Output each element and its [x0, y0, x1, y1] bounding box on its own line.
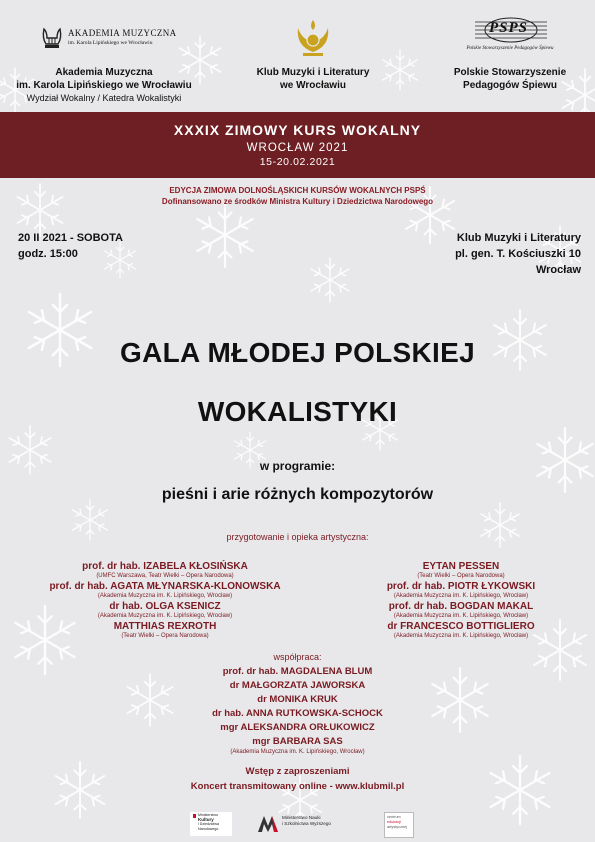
- cooperator-name: dr MAŁGORZATA JAWORSKA: [229, 680, 366, 691]
- cooperation-affiliation: (Akademia Muzyczna im. K. Lipińskiego, Wrocław): [230, 749, 365, 755]
- ministry-culture-logo: [190, 812, 232, 836]
- academy-name-line2: im. Karola Lipińskiego we Wrocławiu: [16, 80, 192, 91]
- cooperator-name: mgr BARBARA SAS: [252, 736, 343, 747]
- program-content: pieśni i arie różnych kompozytorów: [161, 486, 434, 503]
- preparation-right-column: [345, 560, 577, 640]
- teacher-name: dr FRANCESCO BOTTIGLIERO: [387, 621, 535, 632]
- ministry-science-logo: [258, 812, 348, 834]
- event-date: 20 II 2021 - SOBOTA: [18, 232, 123, 244]
- stream-info: Koncert transmitowany online - www.klubmil.pl: [190, 781, 405, 792]
- centrum-logo: [384, 812, 414, 838]
- psps-logo: [455, 16, 565, 61]
- psps-name-line1: Polskie Stowarzyszenie: [453, 67, 567, 78]
- cooperator-name: mgr ALEKSANDRA ORŁUKOWICZ: [220, 722, 375, 733]
- preparation-label: przygotowanie i opieka artystyczna:: [226, 532, 369, 542]
- psps-logo-caption: Polskie Stowarzyszenie Pedagogów Śpiewu: [466, 46, 554, 51]
- teacher-affiliation: (Akademia Muzyczna im. K. Lipińskiego, Wrocław): [393, 593, 529, 599]
- ministry-science-line: i Szkolnictwa Wyższego: [282, 821, 331, 826]
- ministry-culture-line: Kultury: [198, 816, 214, 822]
- academy-logo-text: AKADEMIA MUZYCZNA: [68, 28, 177, 38]
- klub-name-line2: we Wrocławiu: [280, 80, 346, 91]
- cooperator-name: dr hab. ANNA RUTKOWSKA-SCHOCK: [212, 708, 383, 719]
- ministry-culture-line: Narodowego: [198, 826, 219, 831]
- ministry-science-emblem-icon: [258, 814, 278, 832]
- cooperation-list: [0, 665, 595, 756]
- ministry-science-text: [282, 815, 331, 827]
- teacher-affiliation: (Akademia Muzyczna im. K. Lipińskiego, Wrocław): [393, 613, 529, 619]
- preparation-left-column: [10, 560, 320, 640]
- teacher-affiliation: (Teatr Wielki – Opera Narodowa): [121, 633, 209, 639]
- teacher-entry: [345, 580, 577, 600]
- course-banner: [0, 112, 595, 178]
- academy-logo-subtext: im. Karola Lipińskiego we Wrocławiu: [68, 40, 153, 46]
- teacher-entry: [345, 620, 577, 640]
- course-title: XXXIX ZIMOWY KURS WOKALNY: [173, 122, 422, 138]
- edition-line: EDYCJA ZIMOWA DOLNOŚLĄSKICH KURSÓW WOKALNYCH PSPŚ: [169, 186, 426, 195]
- course-city-year: WROCŁAW 2021: [246, 142, 349, 154]
- klub-name-line1: Klub Muzyki i Literatury: [256, 67, 370, 78]
- teacher-entry: [345, 600, 577, 620]
- event-date-time: [18, 230, 123, 262]
- venue-name: Klub Muzyki i Literatury: [456, 232, 581, 244]
- teacher-name: MATTHIAS REXROTH: [113, 621, 217, 632]
- funding-line: Dofinansowano ze środków Ministra Kultury i Dziedzictwa Narodowego: [161, 197, 434, 206]
- teacher-name: prof. dr hab. AGATA MŁYNARSKA-KLONOWSKA: [49, 581, 281, 592]
- cooperation-label: współpraca:: [273, 652, 322, 662]
- program-label: w programie:: [259, 459, 336, 473]
- teacher-affiliation: (Teatr Wielki – Opera Narodowa): [417, 573, 505, 579]
- psps-logo-text: PSPS: [489, 20, 529, 36]
- ministry-culture-line: Ministerstwo: [198, 813, 218, 817]
- academy-department: Wydział Wokalny / Katedra Wokalistyki: [26, 93, 182, 103]
- centrum-line: edukacji: [387, 820, 401, 824]
- teacher-affiliation: (Akademia Muzyczna im. K. Lipińskiego, Wrocław): [97, 593, 233, 599]
- ministry-culture-text: [198, 813, 219, 831]
- venue-address: pl. gen. T. Kościuszki 10: [455, 248, 581, 260]
- flag-icon: [193, 814, 196, 818]
- teacher-name: prof. dr hab. BOGDAN MAKAL: [388, 601, 534, 612]
- teacher-entry: [10, 600, 320, 620]
- teacher-name: dr hab. OLGA KSENICZ: [109, 601, 221, 612]
- teacher-entry: [10, 620, 320, 640]
- ministry-science-line: Ministerstwo Nauki: [282, 815, 321, 820]
- event-time: godz. 15:00: [18, 248, 78, 260]
- centrum-line: centrum: [387, 815, 401, 819]
- centrum-line: artystycznej: [387, 825, 408, 829]
- course-dates: 15-20.02.2021: [259, 156, 336, 168]
- teacher-name: prof. dr hab. PIOTR ŁYKOWSKI: [386, 581, 536, 592]
- cooperator-name: dr MONIKA KRUK: [257, 694, 338, 705]
- klub-logo-icon: [294, 18, 332, 58]
- teacher-entry: [10, 560, 320, 580]
- teacher-name: EYTAN PESSEN: [422, 561, 500, 572]
- teacher-name: prof. dr hab. IZABELA KŁOSIŃSKA: [82, 561, 248, 572]
- teacher-affiliation: (UMFC Warszawa, Teatr Wielki – Opera Narodowa): [96, 573, 234, 579]
- teacher-entry: [345, 560, 577, 580]
- event-venue: [455, 230, 581, 278]
- teacher-entry: [10, 580, 320, 600]
- lyre-icon: [40, 26, 64, 50]
- venue-city: Wrocław: [535, 264, 581, 276]
- klub-name: [232, 66, 394, 92]
- centrum-text: [385, 813, 413, 830]
- psps-name-line2: Pedagogów Śpiewu: [463, 80, 557, 91]
- gala-title-line2: WOKALISTYKI: [197, 396, 398, 427]
- cooperator-name: prof. dr hab. MAGDALENA BLUM: [222, 666, 373, 677]
- academy-name-line1: Akademia Muzyczna: [55, 67, 153, 78]
- academy-name: [14, 66, 194, 105]
- gala-title-line1: GALA MŁODEJ POLSKIEJ: [119, 337, 475, 368]
- ministry-culture-line: i Dziedzictwa: [198, 822, 219, 827]
- teacher-affiliation: (Akademia Muzyczna im. K. Lipińskiego, Wrocław): [97, 613, 233, 619]
- entry-info: Wstęp z zaproszeniami: [245, 766, 350, 777]
- teacher-affiliation: (Akademia Muzyczna im. K. Lipińskiego, Wrocław): [393, 633, 529, 639]
- psps-name: [440, 66, 580, 92]
